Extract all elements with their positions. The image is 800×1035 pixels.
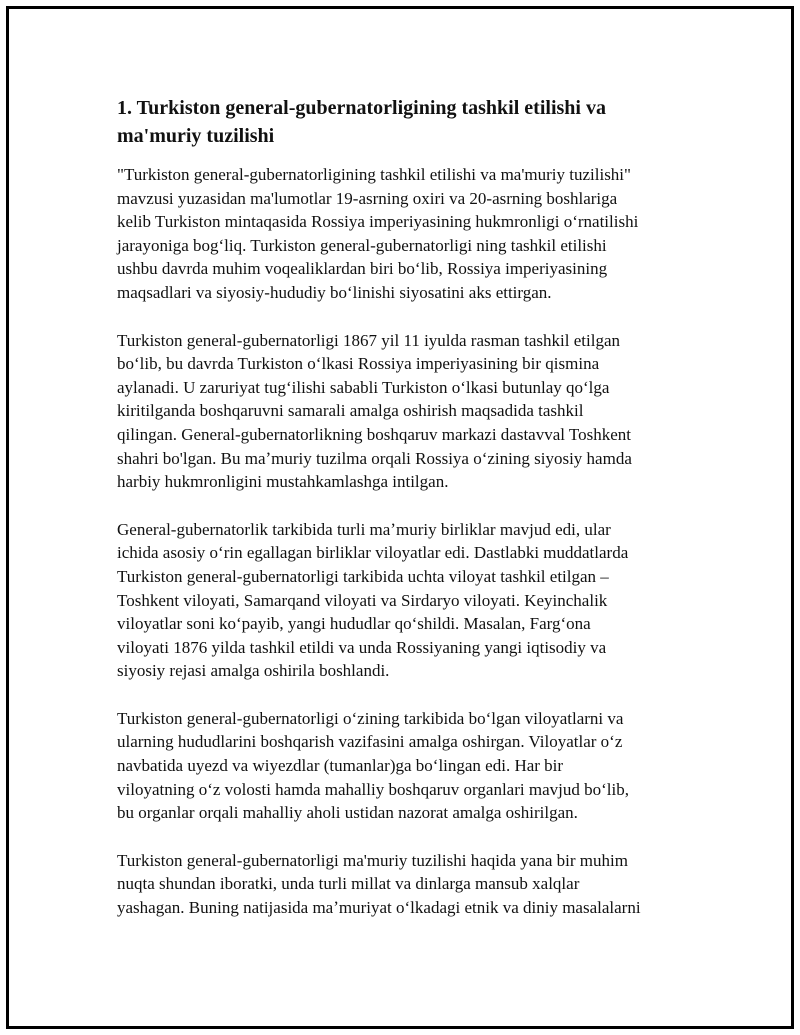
heading-line: 1. Turkiston general-gubernatorligining tashkil etilishi va [117, 97, 606, 119]
text-line: siyosiy rejasi amalga oshirila boshlandi. [117, 661, 390, 681]
text-line: kiritilganda boshqaruvni samarali amalga oshirish maqsadida tashkil [117, 401, 584, 421]
text-line: ichida asosiy oʻrin egallagan birliklar viloyatlar edi. Dastlabki muddatlarda [117, 543, 629, 563]
text-line: General-gubernatorlik tarkibida turli maʼmuriy birliklar mavjud edi, ular [117, 519, 611, 539]
paragraph-1 [117, 163, 697, 305]
text-line: Toshkent viloyati, Samarqand viloyati va Sirdaryo viloyati. Keyinchalik [117, 590, 608, 610]
text-line: harbiy hukmronligini mustahkamlashga intilgan. [117, 472, 449, 492]
text-line: ushbu davrda muhim voqealiklardan biri boʻlib, Rossiya imperiyasining [117, 259, 608, 279]
text-line: maqsadlari va siyosiy-hududiy boʻlinishi siyosatini aks ettirgan. [117, 282, 552, 302]
text-line: aylanadi. U zaruriyat tugʻilishi sababli Turkiston oʻlkasi butunlay qoʻlga [117, 377, 610, 397]
paragraph-3 [117, 518, 697, 683]
text-line: ularning hududlarini boshqarish vazifasini amalga oshirgan. Viloyatlar oʻz [117, 732, 623, 752]
text-line: Turkiston general-gubernatorligi tarkibida uchta viloyat tashkil etilgan – [117, 566, 609, 586]
text-line: viloyatlar soni koʻpayib, yangi hududlar qoʻshildi. Masalan, Fargʻona [117, 614, 591, 634]
text-line: viloyatning oʻz volosti hamda mahalliy boshqaruv organlari mavjud boʻlib, [117, 779, 629, 799]
text-line: Turkiston general-gubernatorligi oʻzining tarkibida boʻlgan viloyatlarni va [117, 708, 624, 728]
paragraph-4 [117, 707, 697, 825]
text-line: yashagan. Buning natijasida maʼmuriyat oʻlkadagi etnik va diniy masalalarni [117, 898, 641, 918]
text-line: nuqta shundan iboratki, unda turli millat va dinlarga mansub xalqlar [117, 874, 580, 894]
text-line: Turkiston general-gubernatorligi ma'muriy tuzilishi haqida yana bir muhim [117, 850, 628, 870]
text-line: kelib Turkiston mintaqasida Rossiya imperiyasining hukmronligi oʻrnatilishi [117, 212, 639, 232]
text-line: Turkiston general-gubernatorligi 1867 yil 11 iyulda rasman tashkil etilgan [117, 330, 620, 350]
section-heading [117, 94, 697, 150]
paragraph-5 [117, 849, 697, 920]
paragraph-2 [117, 329, 697, 494]
heading-line: ma'muriy tuzilishi [117, 125, 275, 147]
text-line: qilingan. General-gubernatorlikning boshqaruv markazi dastavval Toshkent [117, 424, 632, 444]
text-line: navbatida uyezd va wiyezdlar (tumanlar)ga boʻlingan edi. Har bir [117, 756, 564, 776]
text-line: jarayoniga bogʻliq. Turkiston general-gubernatorligi ning tashkil etilishi [117, 235, 607, 255]
text-line: mavzusi yuzasidan ma'lumotlar 19-asrning oxiri va 20-asrning boshlariga [117, 188, 618, 208]
text-line: "Turkiston general-gubernatorligining tashkil etilishi va ma'muriy tuzilishi" [117, 165, 631, 184]
document-body [117, 94, 697, 944]
text-line: boʻlib, bu davrda Turkiston oʻlkasi Rossiya imperiyasining bir qismina [117, 354, 600, 374]
text-line: viloyati 1876 yilda tashkil etildi va unda Rossiyaning yangi iqtisodiy va [117, 637, 607, 657]
text-line: bu organlar orqali mahalliy aholi ustidan nazorat amalga oshirilgan. [117, 803, 578, 823]
text-line: shahri bo'lgan. Bu maʼmuriy tuzilma orqali Rossiya oʻzining siyosiy hamda [117, 448, 632, 468]
